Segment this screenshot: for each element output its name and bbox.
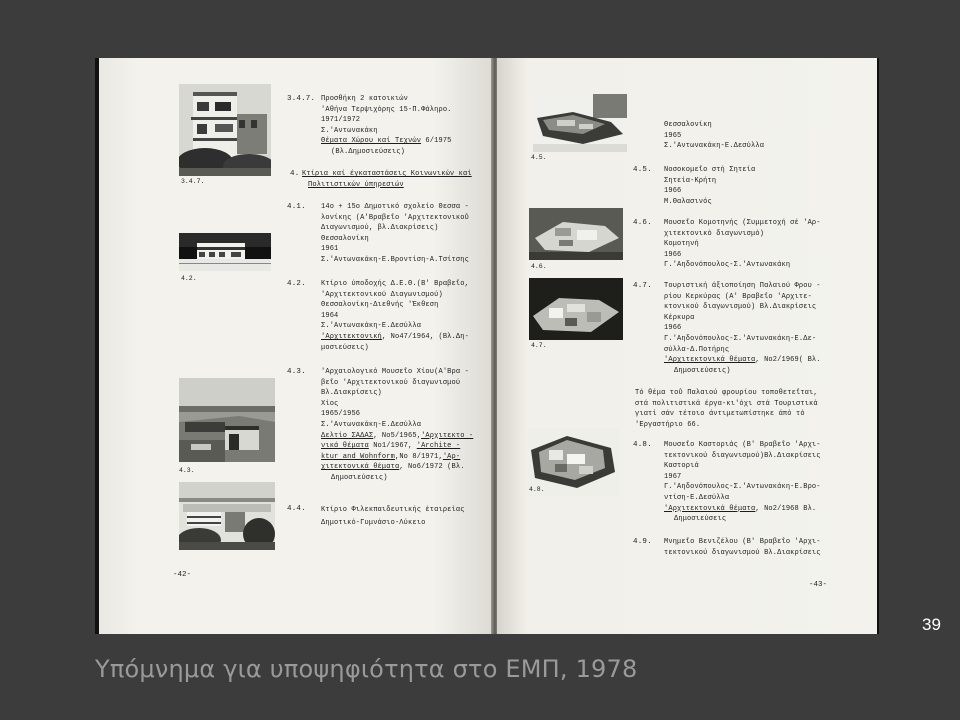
publication-tail: , Νο5/1965, bbox=[373, 431, 422, 440]
entry-4-4-continued bbox=[664, 120, 764, 152]
entry-line: λονίκης (Α'Βραβεΐο 'Αρχιτεκτονικοΰ bbox=[321, 213, 469, 222]
entry-line: βεΐο 'Αρχιτεκτονικού διαγωνισμού bbox=[321, 378, 461, 387]
entry-line: Γ.'Αηδονόπουλος-Σ.'Αντωνακάκη bbox=[664, 261, 791, 270]
entry-4-8 bbox=[664, 440, 821, 525]
entry-number: 4.7. bbox=[633, 282, 652, 290]
publication-ref: Δελτίο ΣΑΔΑΣ bbox=[321, 431, 374, 440]
entry-4-4 bbox=[321, 504, 465, 530]
publication-tail: ,Νο 8/1971, bbox=[394, 452, 443, 461]
photo-caption: 4.5. bbox=[531, 154, 547, 161]
photo-caption: 4.7. bbox=[531, 342, 547, 349]
entry-line: μοσιεύσεις) bbox=[321, 343, 369, 352]
entry-line: 1971/1972 bbox=[321, 116, 361, 125]
note-line: 'Εργαστήριο 66. bbox=[635, 420, 701, 429]
entry-line: Διαγωνισμού, βλ.Διακρίσεις) bbox=[321, 224, 439, 233]
publication-tail: , Νο2/1968 Βλ. bbox=[755, 504, 817, 513]
entry-4-2 bbox=[321, 279, 469, 353]
section-title bbox=[302, 169, 472, 190]
entry-line: Μνημεΐο Βενιζέλου (Β' Βραβεΐο 'Αρχι- bbox=[664, 538, 821, 546]
photo-4-6 bbox=[529, 208, 623, 260]
entry-line: Γ.'Αηδονόπουλος-Σ.'Αντωνακάκη-Ε.Δε- bbox=[664, 334, 817, 343]
page-number: -43- bbox=[809, 581, 828, 589]
entry-line: Δημοσιεύσεις bbox=[674, 515, 727, 524]
entry-number: 4.1. bbox=[287, 203, 306, 211]
entry-line: Δημοτικό-Γυμνάσιο-Λύκειο bbox=[321, 519, 426, 527]
photo-caption: 3.4.7. bbox=[181, 178, 205, 185]
entry-line: Βλ.Διακρίσεις) bbox=[321, 389, 382, 398]
photo-4-4 bbox=[179, 482, 275, 550]
page-number: -42- bbox=[173, 571, 192, 579]
publication-ref: 'Αρχιτεκτονικά θέματα bbox=[664, 504, 756, 513]
entry-line: Δημοσιεύσεις) bbox=[331, 473, 388, 482]
entry-line: 1965 bbox=[664, 131, 682, 140]
entry-number: 4.3. bbox=[287, 368, 306, 376]
entry-line: Σ.'Αντωνακάκη-Ε.Δεσύλλα bbox=[321, 322, 422, 331]
photo-caption: 4.3. bbox=[179, 467, 195, 474]
entry-line: Σ.'Αντωνακάκη-Ε.Δεσύλλα bbox=[664, 142, 765, 151]
publication-ref: ktur and Wohnform bbox=[321, 452, 395, 461]
entry-line: Δημοσιεύσεις) bbox=[674, 366, 731, 375]
entry-number: 4.9. bbox=[633, 538, 652, 546]
entry-line: 1964 bbox=[321, 311, 339, 320]
entry-number: 4.2. bbox=[287, 280, 306, 288]
entry-line: Μουσεΐο Καστοριάς (Β' Βραβεΐο 'Αρχι- bbox=[664, 441, 821, 449]
entry-line: Τουριστική άξιοποίηση Παλαιού Φρου - bbox=[664, 282, 821, 290]
slide-number: 39 bbox=[922, 615, 941, 634]
photo-3-4-7 bbox=[179, 84, 271, 176]
entry-line: Κέρκυρα bbox=[664, 313, 695, 322]
entry-line: 'Αρχιτεκτονικού Διαγωνισμού) bbox=[321, 290, 443, 299]
entry-3-4-7 bbox=[321, 94, 452, 158]
publication-ref: νικά θέματα bbox=[321, 442, 369, 451]
entry-line: 1961 bbox=[321, 245, 339, 254]
publication-ref: 'Αρχιτεκτο - bbox=[421, 431, 474, 440]
entry-line: χιτεκτονικό διαγωνισμό) bbox=[664, 229, 765, 238]
entry-4-9 bbox=[664, 537, 821, 558]
entry-line: κτονικού διαγωνισμού) Βλ.Διακρίσεις bbox=[664, 303, 817, 312]
entry-line: 1966 bbox=[664, 250, 682, 259]
entry-line: Κτίριο ύποδοχής Δ.Ε.Θ.(Β' Βραβεΐο, bbox=[321, 280, 469, 288]
section-title-line: Κτίρια καί έγκαταστάσεις Κοινωνικών καί bbox=[302, 170, 472, 178]
publication-ref: 'Αρχιτεκτονική bbox=[321, 332, 382, 341]
entry-line: Θεσσαλονίκη bbox=[664, 121, 712, 129]
entry-number: 4.6. bbox=[633, 219, 652, 227]
photo-caption: 4.2. bbox=[181, 275, 197, 282]
entry-line: 'Αθήνα Τερψιχόρης 15-Π.Φάληρο. bbox=[321, 105, 452, 114]
entry-number: 4.5. bbox=[633, 166, 652, 174]
entry-4-6 bbox=[664, 218, 821, 271]
entry-line: Σητεία-Κρήτη bbox=[664, 176, 717, 185]
publication-ref: χιτεκτονικά θέματα bbox=[321, 463, 400, 472]
entry-line: τεκτονικού διαγωνισμού)Βλ.Διακρίσεις bbox=[664, 451, 821, 460]
note-line: γιατί σάν τέτοιο άντιμετωπίστηκε άπό τό bbox=[635, 410, 805, 419]
entry-line: Γ.'Αηδονόπουλος-Σ.'Αντωνακάκη-Ε.Βρο- bbox=[664, 483, 821, 492]
left-page bbox=[99, 58, 493, 634]
entry-line: τεκτονικού διαγωνισμού Βλ.Διακρίσεις bbox=[664, 548, 821, 557]
slide-caption: Υπόμνημα για υποψηφιότητα στο ΕΜΠ, 1978 bbox=[95, 655, 638, 683]
photo-caption: 4.6. bbox=[531, 263, 547, 270]
entry-line: Καστοριά bbox=[664, 462, 699, 471]
note-line: στά πολιτιστικά έργα-κι'όχι στά Τουριστικά bbox=[635, 399, 818, 408]
publication-ref: 'Archite - bbox=[416, 442, 461, 451]
publication-tail: , Νο6/1972 (Βλ. bbox=[399, 463, 465, 472]
entry-line: Προσθήκη 2 κατοικιών bbox=[321, 95, 409, 103]
entry-line: 1967 bbox=[664, 472, 682, 481]
section-title-line: Πολιτιστικών ύπηρεσιών bbox=[308, 180, 404, 189]
entry-line: Μουσεΐο Κομοτηνής (Συμμετοχή σέ 'Αρ- bbox=[664, 219, 821, 227]
photo-4-7 bbox=[529, 278, 623, 340]
entry-line: Θεσσαλονίκη-Διεθνής 'Έκθεση bbox=[321, 301, 439, 310]
entry-line: (Βλ.Δημοσιεύσεις) bbox=[331, 147, 405, 156]
entry-line: ντίση-Ε.Δεσύλλα bbox=[664, 493, 730, 502]
entry-line: σύλλα-Δ.Ποτήρης bbox=[664, 345, 730, 354]
entry-line: 14ο + 15ο Δημοτικό σχολείο Θεσσα - bbox=[321, 203, 469, 211]
entry-line: 1966 bbox=[664, 324, 682, 333]
photo-4-3 bbox=[179, 378, 275, 462]
publication-tail: , Νο2/1969( Βλ. bbox=[755, 356, 821, 365]
entry-line: 1965/1956 bbox=[321, 410, 361, 419]
publication-ref: Θέματα Χώρου καί Τεχνών bbox=[321, 137, 422, 146]
photo-caption: 4.8. bbox=[529, 486, 545, 493]
publication-tail: Νο1/1967, bbox=[368, 442, 417, 451]
entry-line: Κομοτηνή bbox=[664, 240, 699, 249]
entry-line: Θεσσαλονίκη bbox=[321, 234, 369, 243]
entry-line: 1966 bbox=[664, 187, 682, 196]
entry-line: 'Αρχαιολογικό Μουσεΐο Χίου(Α'Βρα - bbox=[321, 368, 469, 376]
section-number: 4. bbox=[290, 170, 300, 178]
book-scan bbox=[95, 58, 879, 634]
entry-line: ρίου Κερκύρας (Α' Βραβεΐο 'Αρχιτε- bbox=[664, 292, 812, 301]
publication-tail: 6/1975 bbox=[421, 137, 452, 146]
note-paragraph bbox=[635, 388, 818, 430]
photo-4-5 bbox=[533, 94, 627, 152]
entry-4-3 bbox=[321, 367, 473, 484]
right-page bbox=[497, 58, 877, 634]
entry-4-5 bbox=[664, 165, 755, 207]
entry-line: Κτίριο Φιλεκπαιδευτικής έταιρείας bbox=[321, 506, 465, 514]
photo-4-2 bbox=[179, 233, 271, 271]
publication-ref: 'Αρχιτεκτονικά θέματα bbox=[664, 356, 756, 365]
publication-ref: 'Αρ- bbox=[442, 452, 461, 461]
entry-number: 3.4.7. bbox=[287, 95, 316, 103]
entry-number: 4.4. bbox=[287, 505, 306, 513]
entry-number: 4.8. bbox=[633, 441, 652, 449]
entry-line: Μ.Θαλασινός bbox=[664, 197, 712, 206]
entry-line: Σ.'Αντωνακάκη-Ε.Βροντίση-Α.Τσίτσης bbox=[321, 255, 469, 264]
entry-line: Χίος bbox=[321, 399, 339, 408]
entry-line: Σ.'Αντωνακάκη bbox=[321, 126, 378, 135]
entry-4-7 bbox=[664, 281, 821, 376]
entry-line: Νοσοκομεΐο στή Σητεία bbox=[664, 166, 756, 174]
entry-line: Σ.'Αντωνακάκη-Ε.Δεσύλλα bbox=[321, 420, 422, 429]
entry-4-1 bbox=[321, 202, 469, 266]
publication-tail: , Νο47/1964, (Βλ.Δη- bbox=[381, 332, 469, 341]
note-line: Τό θέμα τοΰ Παλαιού φρουρίου τοποθετεΐται, bbox=[635, 389, 818, 397]
